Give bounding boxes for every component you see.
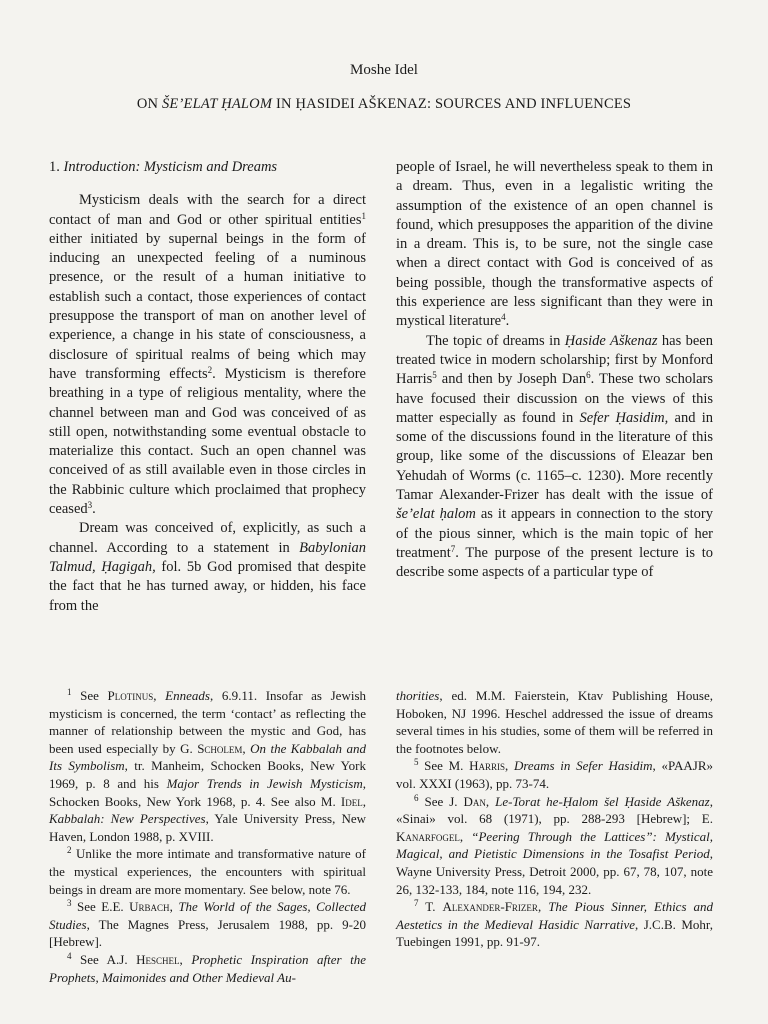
section-title: Introduction: Mysticism and Dreams	[63, 159, 278, 175]
title-prefix: ON	[136, 96, 162, 112]
footnote-continuation: thorities, ed. M.M. Faierstein, Ktav Publishing House, Hoboken, NJ 1996. Heschel addressed the issue of dreams several times in his studies, some of them will be referred in the footnotes below.	[396, 688, 713, 756]
footnote-ref: 2	[207, 364, 213, 375]
title-suffix: IN ḤASIDEI AŠKENAZ: SOURCES AND INFLUENCES	[272, 96, 632, 112]
footnote: $^2$ Unlike the more intimate and transformative nature of the mystical experiences, the encounters with spiritual beings in dream are more momentary. See below, note 76.	[49, 845, 366, 897]
footnotes-left	[49, 687, 366, 986]
footnote: $^5$ See M. Harris, Dreams in Sefer Hasidim, «PAAJR» vol. XXXI (1963), pp. 73-74.	[396, 757, 713, 791]
footnote-ref: 5	[432, 370, 437, 381]
footnote: $^3$ See E.E. Urbach, The World of the Sages, Collected Studies, The Magnes Press, Jerusalem 1988, pp. 9-20 [Hebrew].	[49, 898, 366, 950]
footnote: $^1$ See Plotinus, Enneads, 6.9.11. Insofar as Jewish mysticism is concerned, the term ‘contact’ as reflecting the manner of relationship between the mystic and God, has been used especially by G. Scholem, On the Kabbalah and Its Symbolism, tr. Manheim, Schocken Books, New York 1969, p. 8 and his Major Trends in Jewish Mysticism, Schocken Books, New York 1968, p. 4. See also M. Idel, Kabbalah: New Perspectives, Yale University Press, New Haven, London 1988, p. XVIII.	[49, 687, 367, 844]
article-title	[0, 96, 768, 113]
footnote: $^7$ T. Alexander-Frizer, The Pious Sinner, Ethics and Aestetics in the Medieval Hasidic Narrative, J.C.B. Mohr, Tuebingen 1991, pp. 91-97.	[396, 898, 714, 950]
right-column	[396, 158, 713, 583]
section-number: 1.	[49, 159, 64, 175]
body-paragraph: Dream was conceived of, explicitly, as such a channel. According to a statement in Babylonian Talmud, Ḥagigah, fol. 5b God promised that despite the fact that he has turned away, or hidden, his face from the	[49, 520, 366, 614]
body-paragraph: The topic of dreams in Ḥaside Aškenaz has been treated twice in modern scholarship; first by Monford Harris$^5$ and then by Joseph Dan$^6$. These two scholars have focused their discussion on the views of this matter especially as found in Sefer Ḥasidim, and in some of the discussions found in the literature of this group, like some of the discussions of Eleazar ben Yehudah of Worms (c. 1165–c. 1230). More recently Tamar Alexander-Frizer has dealt with the issue of še’elat ḥalom as it appears in connection to the story of the pious sinner, which is the main topic of her treatment$^7$. The purpose of the present lecture is to describe some aspects of a particular type of	[396, 332, 714, 581]
body-paragraph: people of Israel, he will nevertheless speak to them in a dream. Thus, even in a legalistic writing the assumption of the existence of an open channel is found, which presupposes the apparition of the divine in a dream. This is, to be sure, not the single case when a direct contact with God is conceived of as being possible, though the transformative aspects of this experience are less significant than they were in mystical literature$^4$.	[396, 159, 713, 330]
footnote: $^6$ See J. Dan, Le-Torat he-Ḥalom šel Ḥaside Aškenaz, «Sinai» vol. 68 (1971), pp. 288-293 [Hebrew]; E. Kanarfogel, “Peering Through the Lattices”: Mystical, Magical, and Pietistic Dimensions in the Tosafist Period, Wayne University Press, Detroit 2000, pp. 67, 78, 107, note 26, 132-133, 184, note 116, 194, 232.	[396, 792, 713, 897]
footnote-ref: 7	[450, 543, 456, 554]
footnote-ref: 3	[87, 500, 93, 511]
footnote-ref: 1	[361, 210, 366, 221]
left-column	[49, 158, 366, 616]
footnote-ref: 4	[501, 312, 506, 323]
title-italic: ŠE’ELAT ḤALOM	[161, 96, 273, 112]
footnote-ref: 6	[586, 370, 591, 381]
body-paragraph: Mysticism deals with the search for a direct contact of man and God or other spiritual entities$^1$ either initiated by supernal beings in the form of inducing an unexpected feeling of a numinous presence, or the result of a human initiative to establish such a contact, those experiences of contact presuppose the transport of man on another level of experience, a change in his state of consciousness, a disclosure of spiritual realms of being which may have transforming effects$^2$. Mysticism is therefore breathing in a type of religious mentality, where the channel between man and God was conceived of as still open, notwithstanding some eventual obstacle to materialize this contact. Such an open channel was conceived of as still available even in those circles in the Rabbinic culture which proclaimed that prophecy ceased$^3$.	[49, 192, 366, 518]
footnote: $^4$ See A.J. Heschel, Prophetic Inspiration after the Prophets, Maimonides and Other Medieval Au-	[49, 950, 367, 985]
author-name: Moshe Idel	[350, 62, 418, 78]
section-heading	[49, 158, 366, 177]
footnotes-right	[396, 687, 713, 951]
